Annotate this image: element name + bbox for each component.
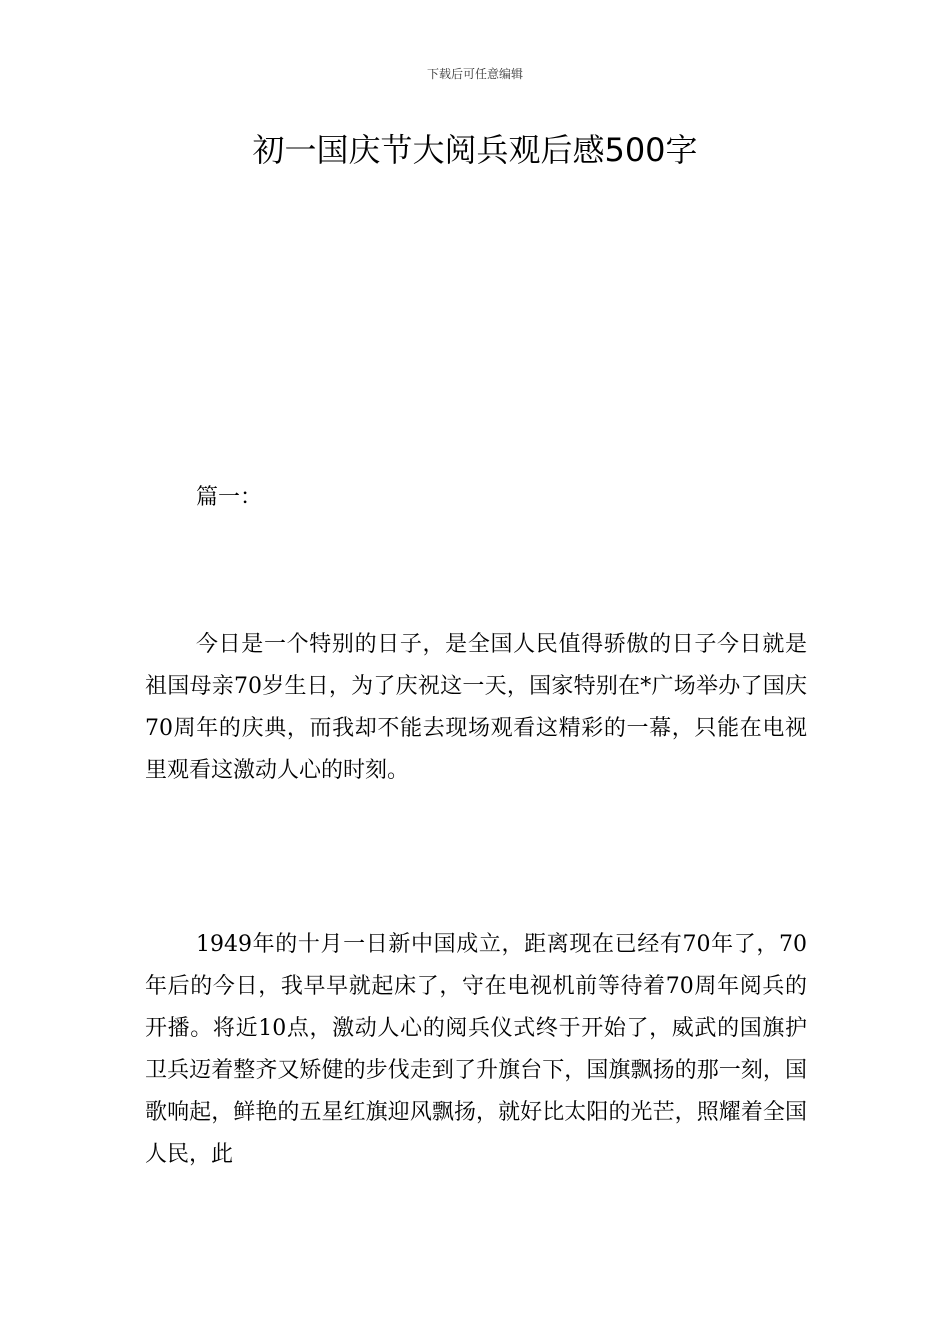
body-paragraph-2: 1949年的十月一日新中国成立，距离现在已经有70年了，70年后的今日，我早早就起床了，守在电视机前等待着70周年阅兵的开播。将近10点，激动人心的阅兵仪式终于开始了，威武的国旗护卫兵迈着整齐又矫健的步伐走到了升旗台下，国旗飘扬的那一刻，国歌响起，鲜艳的五星红旗迎风飘扬，就好比太阳的光芒，照耀着全国人民，此 <box>145 932 807 1167</box>
body-paragraph-1: 今日是一个特别的日子，是全国人民值得骄傲的日子今日就是祖国母亲70岁生日，为了庆祝这一天，国家特别在*广场举办了国庆70周年的庆典，而我却不能去现场观看这精彩的一幕，只能在电视里观看这激动人心的时刻。 <box>145 632 807 783</box>
page-header-note: 下载后可任意编辑 <box>426 67 523 81</box>
section-label: 篇一： <box>196 485 263 510</box>
document-title: 初一国庆节大阅兵观后感500字 <box>252 131 698 169</box>
